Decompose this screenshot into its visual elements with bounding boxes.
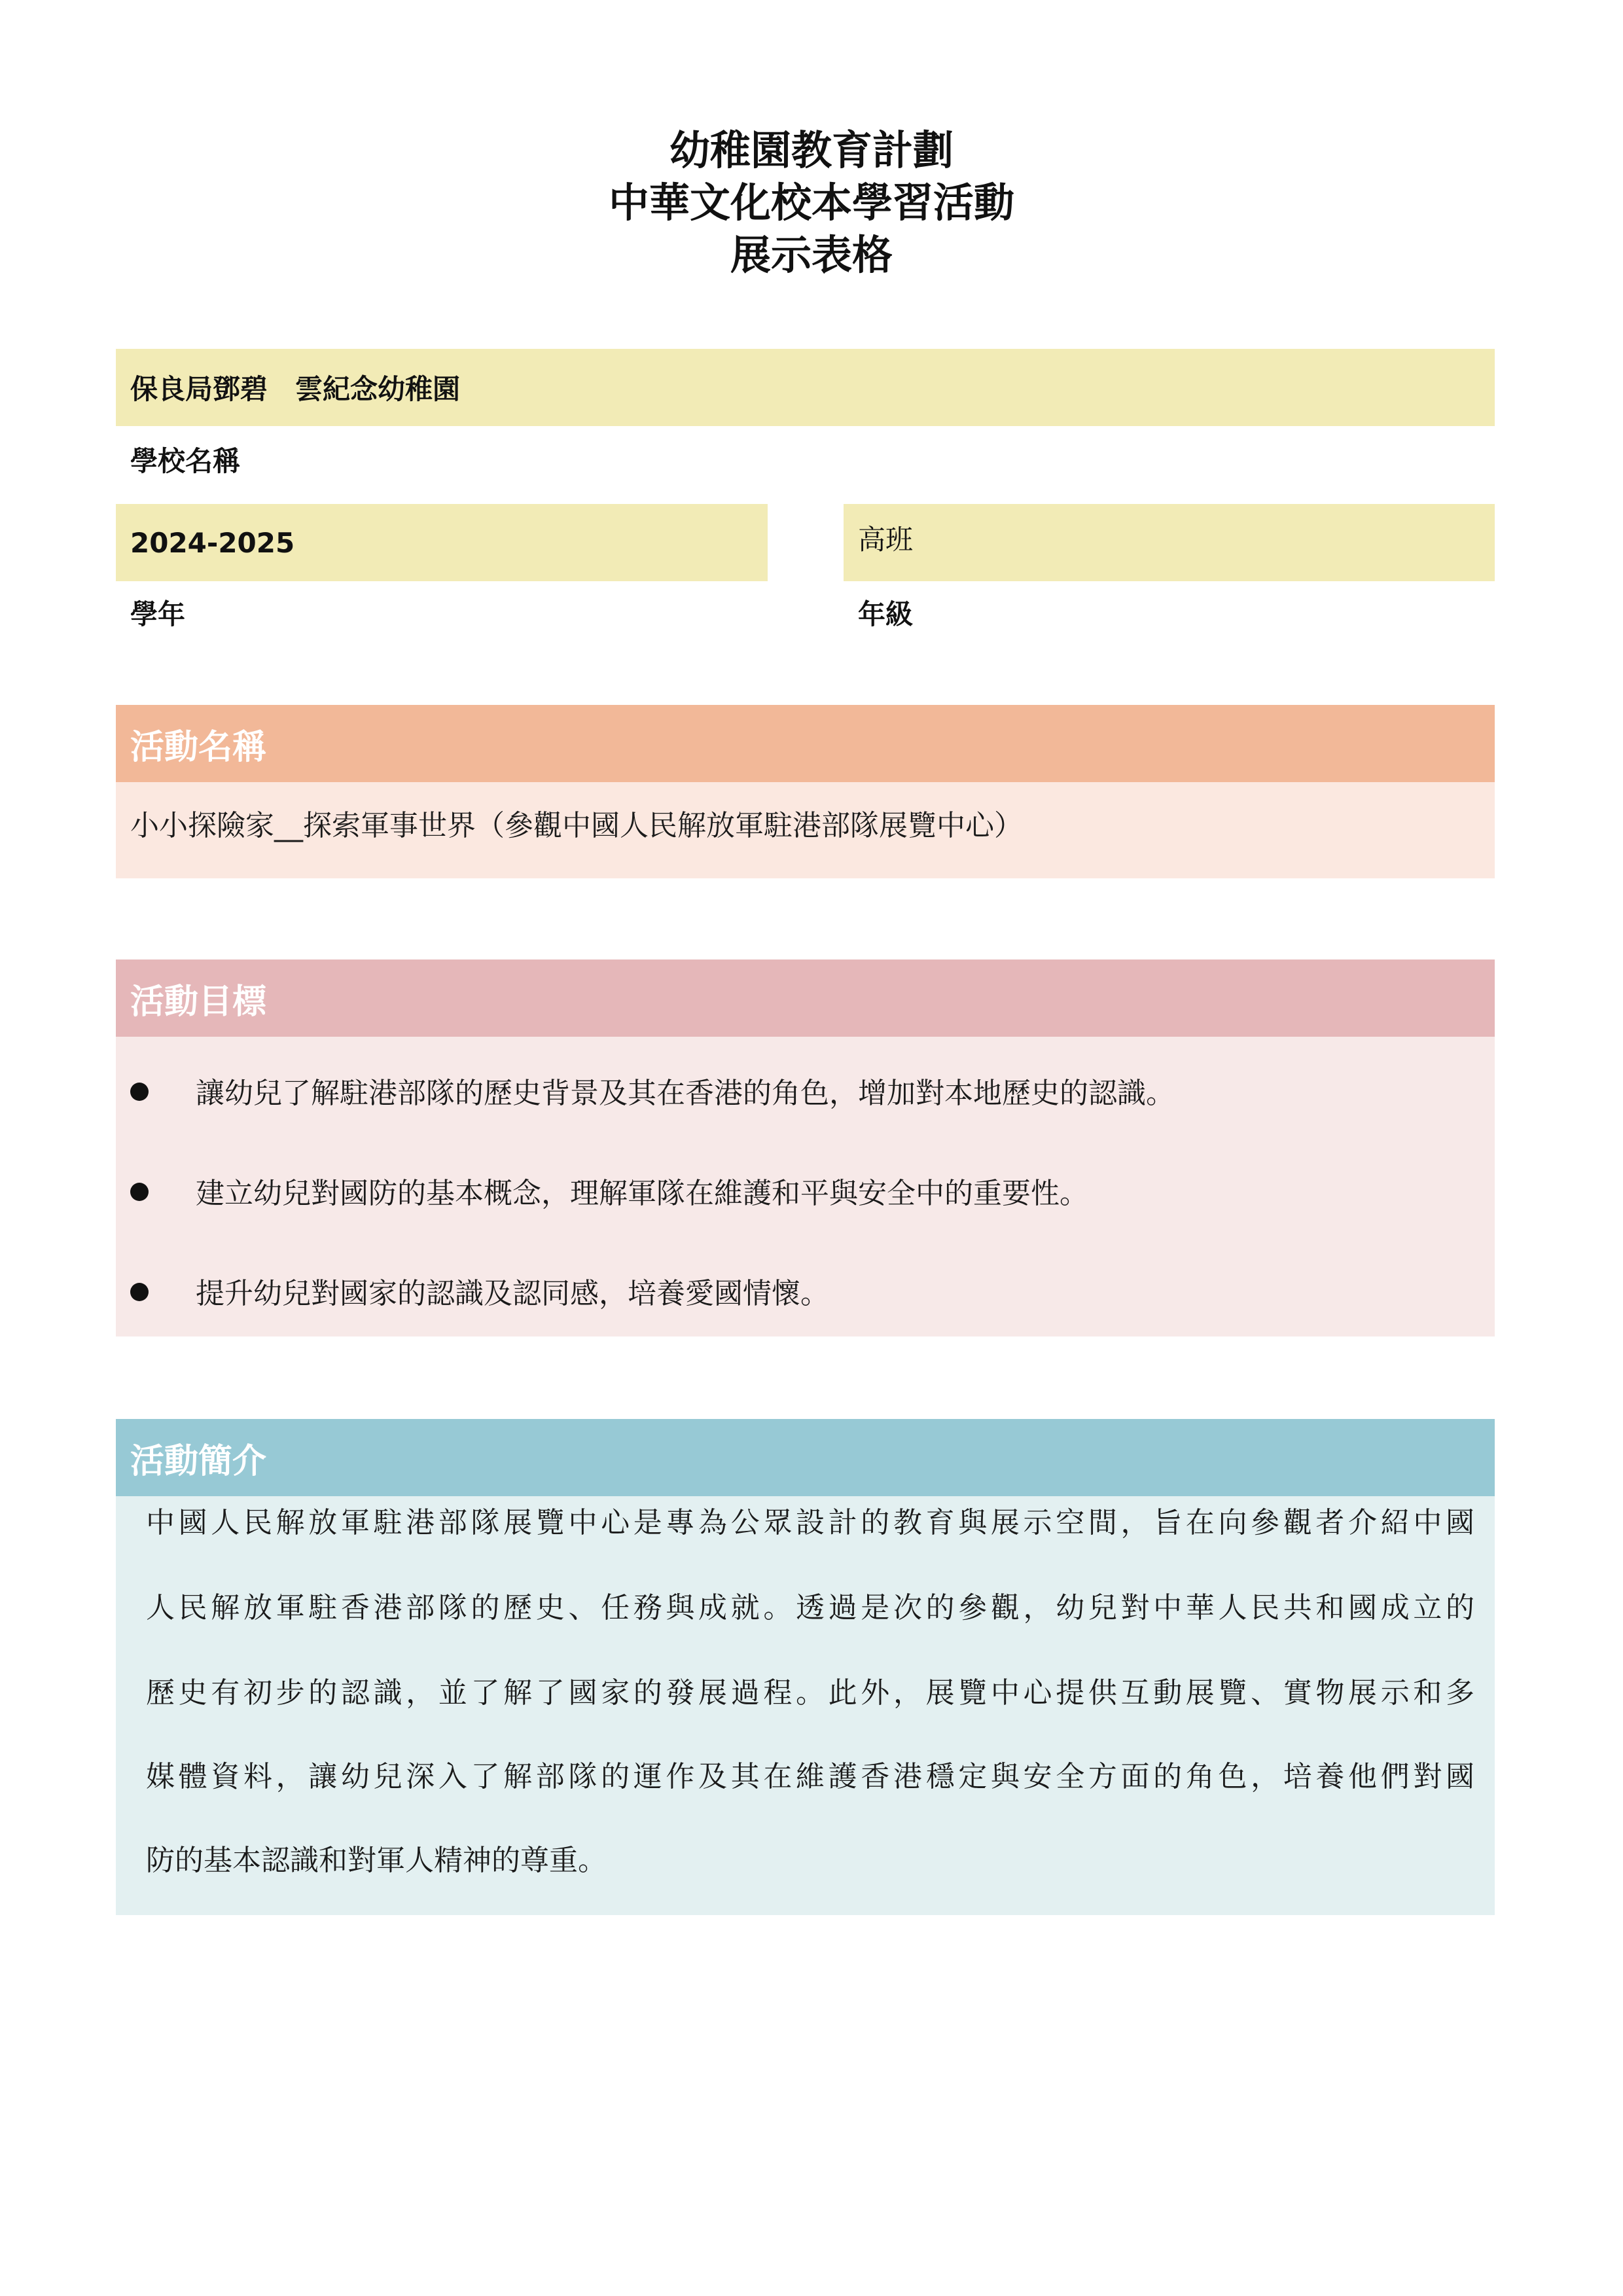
- grade-value: 高班: [858, 524, 914, 556]
- bullet-icon: [130, 1183, 149, 1201]
- goal-text: 建立幼兒對國防的基本概念，理解軍隊在維護和平與安全中的重要性。: [196, 1177, 1088, 1210]
- school-name-label: 學校名稱: [130, 445, 241, 477]
- title-line-3: 展示表格: [730, 231, 893, 279]
- school-year-label: 學年: [130, 598, 186, 630]
- school-name-field[interactable]: [116, 349, 1495, 426]
- title-line-2: 中華文化校本學習活動: [608, 179, 1014, 226]
- activity-intro-body: [116, 1496, 1495, 1915]
- school-year-field[interactable]: [116, 504, 768, 581]
- activity-name-header: 活動名稱: [116, 705, 1495, 782]
- intro-line: 歷史有初步的認識，並了解了國家的發展過程。此外，展覽中心提供互動展覽、實物展示和多: [146, 1676, 1474, 1710]
- intro-line: 人民解放軍駐香港部隊的歷史、任務與成就。透過是次的參觀，幼兒對中華人民共和國成立的: [146, 1591, 1474, 1624]
- activity-intro-header: 活動簡介: [116, 1419, 1495, 1496]
- school-name-value: 保良局鄧碧 雲紀念幼稚園: [130, 373, 461, 405]
- intro-line: 中國人民解放軍駐港部隊展覽中心是專為公眾設計的教育與展示空間，旨在向參觀者介紹中國: [146, 1506, 1474, 1539]
- goal-item: [116, 1163, 1495, 1215]
- bullet-icon: [130, 1083, 149, 1101]
- intro-line: 防的基本認識和對軍人精神的尊重。: [146, 1844, 607, 1877]
- goal-text: 讓幼兒了解駐港部隊的歷史背景及其在香港的角色，增加對本地歷史的認識。: [196, 1077, 1175, 1110]
- bullet-icon: [130, 1283, 149, 1301]
- activity-goals-body: [116, 1037, 1495, 1336]
- document-title: [0, 124, 1623, 281]
- activity-name-value: 小小探險家__探索軍事世界（參觀中國人民解放軍駐港部隊展覽中心）: [130, 809, 1023, 842]
- intro-line: 媒體資料，讓幼兒深入了解部隊的運作及其在維護香港穩定與安全方面的角色，培養他們對國: [146, 1760, 1474, 1793]
- activity-goals-header: 活動目標: [116, 960, 1495, 1037]
- school-year-value: 2024-2025: [130, 526, 295, 559]
- goal-item: [116, 1063, 1495, 1115]
- title-line-1: 幼稚園教育計劃: [669, 126, 954, 174]
- grade-label: 年級: [858, 598, 914, 630]
- grade-field[interactable]: [844, 504, 1495, 581]
- activity-name-body: [116, 782, 1495, 878]
- goal-item: [116, 1263, 1495, 1316]
- goal-text: 提升幼兒對國家的認識及認同感，培養愛國情懷。: [196, 1277, 829, 1310]
